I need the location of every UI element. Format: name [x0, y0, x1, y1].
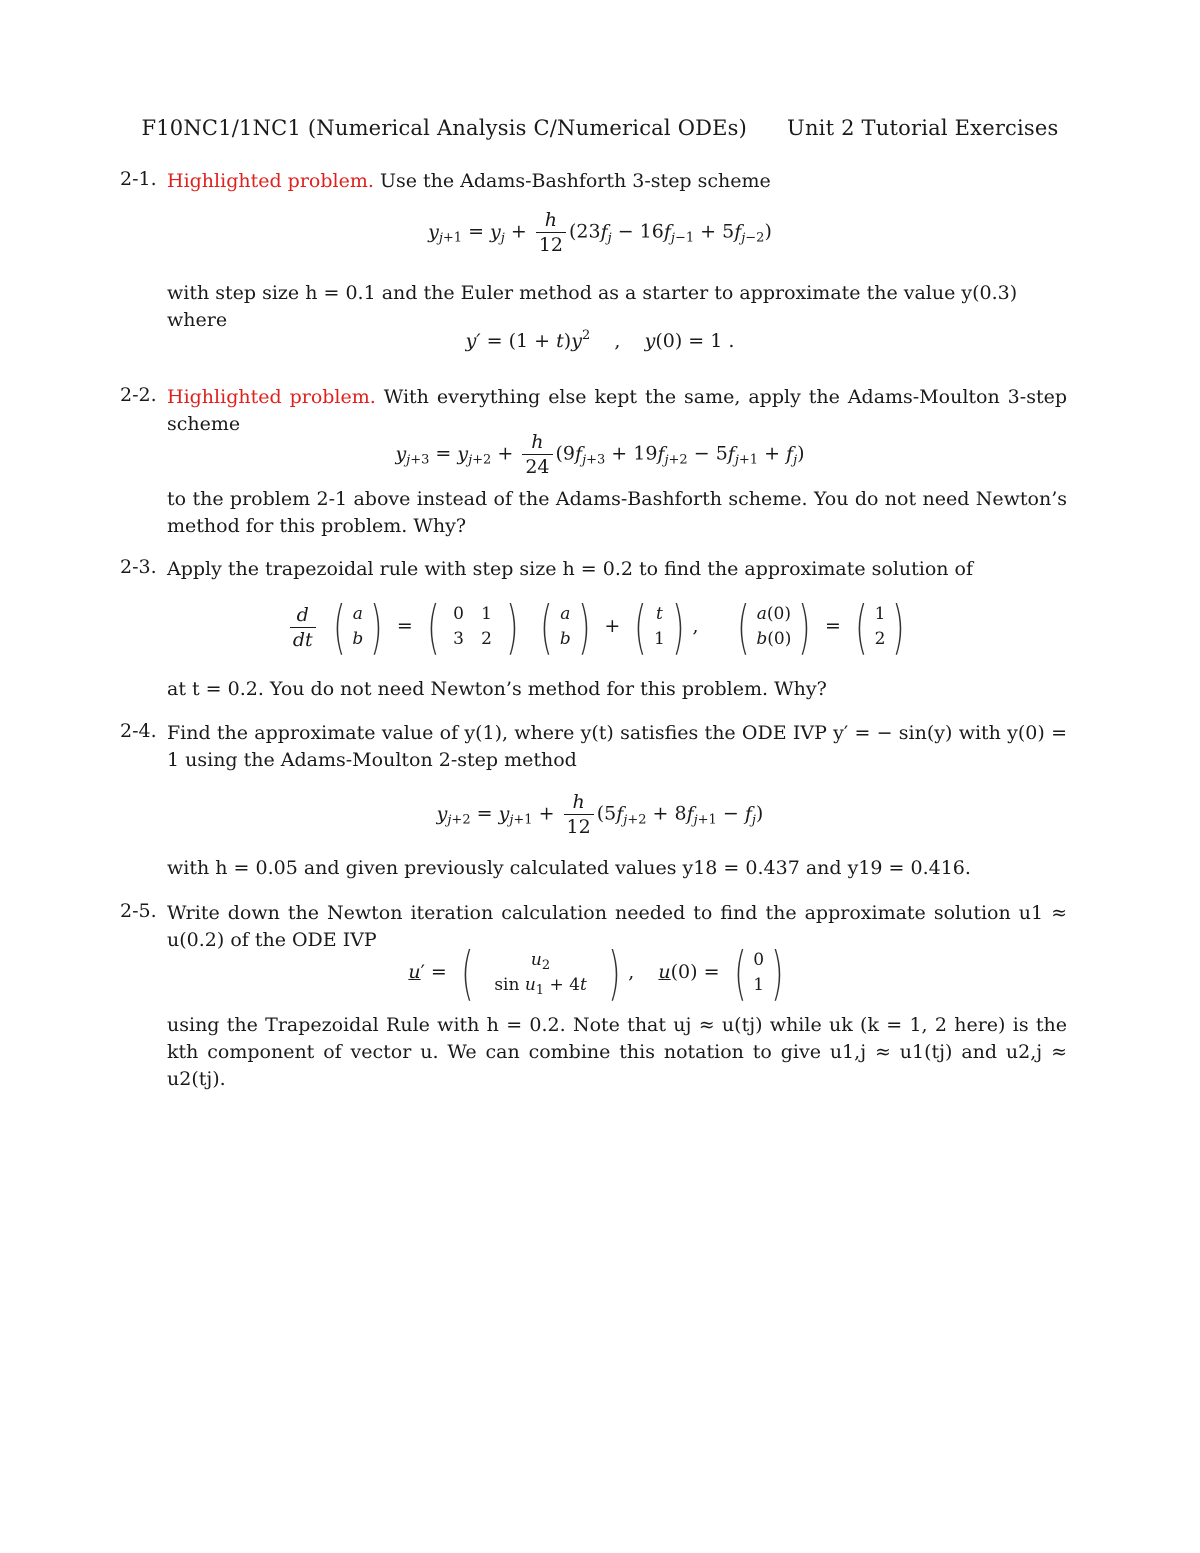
page-title — [0, 116, 1200, 140]
course-title: F10NC1/1NC1 (Numerical Analysis C/Numerical ODEs) — [141, 116, 748, 140]
highlight-label: Highlighted problem. — [167, 170, 374, 192]
problem-number: 2-2. — [120, 384, 157, 406]
problem-text: at t = 0.2. You do not need Newton’s method for this problem. Why? — [167, 678, 827, 700]
equation-adams-moulton-3: $y_{j+3} = y_{j+2}$ + $\frac{h}{24}$ $(9f_{j+3} + 19f_{j+2} - 5f_{j+1} + f_j)$ — [395, 431, 805, 478]
problem-intro: Find the approximate value of y(1), where y(t) satisfies the ODE IVP y′ = − sin(y) with y(0) = 1 using the Adams-Moulton 2-step method — [167, 722, 1067, 771]
problem-number: 2-5. — [120, 900, 157, 922]
problem-text: with h = 0.05 and given previously calculated values y18 = 0.437 and y19 = 0.416. — [167, 857, 971, 879]
problem-text: with step size h = 0.1 and the Euler method as a starter to approximate the value y(0.3) where — [167, 282, 1018, 331]
equation-adams-bashforth: $y_{j+1} = y_j$ + $\frac{h}{12}$ $(23f_j - 16f_{j-1} + 5f_{j-2})$ — [428, 209, 772, 256]
problem-intro: Write down the Newton iteration calculation needed to find the approximate solution u1 ≈ u(0.2) of the ODE IVP — [167, 902, 1067, 951]
unit-title: Unit 2 Tutorial Exercises — [787, 116, 1059, 140]
problem-intro: Highlighted problem. Use the Adams-Bashforth 3-step scheme — [167, 170, 771, 192]
equation-system: $\frac{d}{dt}$ ( a b ) = ( 0 1 3 2 ) ( a b ) + ( t 1 ) , ( a(0) b(0) ) = ( 1 2 ) — [0, 598, 1200, 656]
problem-text: using the Trapezoidal Rule with h = 0.2. Note that uj ≈ u(tj) while uk (k = 1, 2 here) is the kth component of vector u. We can combine this notation to give u1,j ≈ u1(tj) and u2,j ≈ u2(tj). — [167, 1014, 1067, 1090]
problem-text: to the problem 2-1 above instead of the Adams-Bashforth scheme. You do not need Newton’s method for this problem. Why? — [167, 488, 1067, 537]
problem-number: 2-3. — [120, 556, 157, 578]
problem-number: 2-1. — [120, 168, 157, 190]
equation-ivp: $y' = (1 + t)y^2$ , y(0) = 1 . — [465, 328, 735, 352]
equation-adams-moulton-2: $y_{j+2} = y_{j+1}$ + $\frac{h}{12}$ $(5f_{j+2} + 8f_{j+1} - f_j)$ — [436, 791, 764, 838]
problem-intro: Highlighted problem. With everything else kept the same, apply the Adams-Moulton 3-step scheme — [167, 386, 1067, 435]
equation-vector-ivp: u′ = ( $u_2$ $\sin u_1 + 4t$ ) , u(0) = ( 0 1 ) — [408, 939, 784, 1007]
problem-intro: Apply the trapezoidal rule with step size h = 0.2 to find the approximate solution of — [167, 558, 974, 580]
highlight-label: Highlighted problem. — [167, 386, 376, 408]
problem-number: 2-4. — [120, 720, 157, 742]
